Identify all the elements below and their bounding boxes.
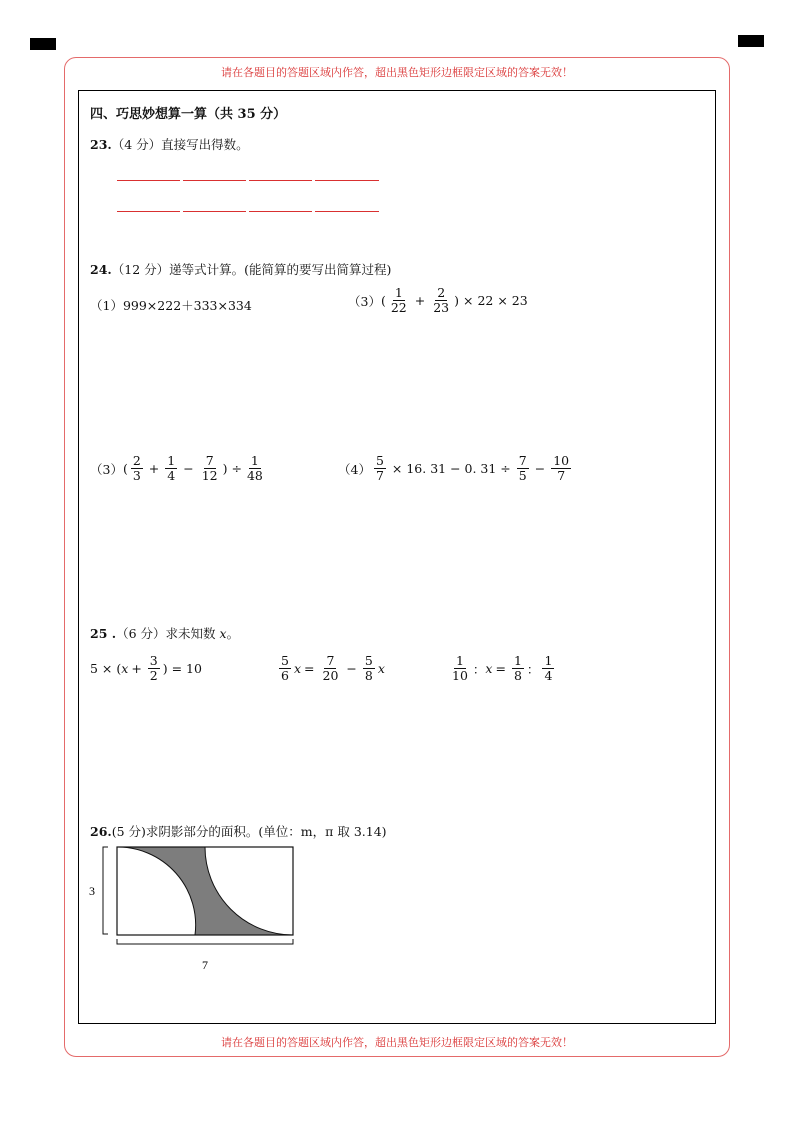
part-label: （4）	[338, 461, 371, 477]
variable: x	[377, 661, 385, 677]
q23-number: 23.	[90, 137, 112, 152]
part-label: （3）	[348, 293, 381, 309]
fraction: $\frac{10}{7}$	[553, 453, 570, 484]
q26-heading	[90, 822, 387, 840]
fraction: $\frac{1}{48}$	[246, 453, 263, 484]
fraction: $\frac{7}{12}$	[201, 453, 218, 484]
q25-heading	[90, 624, 239, 642]
q23-text: （4 分）直接写出得数。	[111, 137, 249, 152]
warning-bottom: 请在各题目的答题区域内作答，超出黑色矩形边框限定区域的答案无效！	[221, 1036, 573, 1049]
fraction: $\frac{2}{3}$	[132, 453, 141, 484]
warning-top: 请在各题目的答题区域内作答，超出黑色矩形边框限定区域的答案无效！	[221, 66, 573, 79]
fraction: $\frac{3}{2}$	[149, 653, 158, 684]
q25-equation1	[90, 654, 202, 684]
fraction: $\frac{1}{4}$	[167, 453, 176, 484]
fraction: $\frac{1}{4}$	[544, 653, 553, 684]
variable: x	[121, 661, 129, 677]
fraction: $\frac{2}{23}$	[433, 285, 450, 316]
operator: =	[495, 661, 506, 677]
q25-variable: x	[219, 626, 227, 641]
q24-text: （12 分）递等式计算。(能简算的要写出简算过程)	[111, 262, 392, 277]
q24-part2	[348, 286, 528, 316]
paren: (	[380, 293, 386, 309]
fraction: $\frac{5}{8}$	[364, 653, 373, 684]
q24-part1	[90, 294, 252, 316]
paren: ) ÷	[222, 461, 242, 477]
shaded-region	[117, 847, 293, 935]
expression: 999×222＋333×334	[122, 298, 252, 313]
corner-mark-left	[30, 38, 56, 50]
q24-part3	[90, 454, 268, 484]
dimension-width: 7	[202, 958, 208, 972]
q23-heading	[90, 135, 249, 153]
height-bracket	[103, 847, 108, 934]
operator: +	[414, 293, 426, 309]
part-label: （1）	[90, 298, 123, 313]
q25-equation2	[276, 654, 385, 684]
answer-blank[interactable]	[249, 180, 312, 181]
paren: (	[122, 461, 128, 477]
ratio-colon: ：	[472, 661, 486, 677]
q24-heading	[90, 260, 391, 278]
width-bracket	[117, 939, 293, 944]
operator: −	[346, 661, 357, 677]
fraction: $\frac{1}{10}$	[452, 653, 468, 684]
answer-blank[interactable]	[315, 211, 379, 212]
expression: ) = 10	[162, 661, 202, 677]
q26-text: (5 分)求阴影部分的面积。(单位：m，π 取 3.14)	[111, 824, 387, 839]
operator: +	[131, 661, 142, 677]
operator: −	[534, 461, 546, 477]
q24-number: 24.	[90, 262, 112, 277]
answer-blank[interactable]	[117, 211, 180, 212]
fraction: $\frac{1}{8}$	[513, 653, 522, 684]
operator: −	[183, 461, 194, 477]
fraction: $\frac{5}{6}$	[281, 653, 289, 684]
variable: x	[485, 661, 493, 677]
answer-blank[interactable]	[183, 180, 246, 181]
ratio-colon: ：	[526, 661, 540, 677]
shaded-area-figure	[84, 842, 304, 972]
section-title: 四、巧思妙想算一算（共 35 分）	[90, 107, 287, 122]
expression: 5 × (	[90, 661, 122, 677]
fraction: $\frac{7}{5}$	[518, 453, 527, 484]
corner-mark-right	[738, 35, 764, 47]
dimension-height: 3	[89, 884, 95, 898]
variable: x	[293, 661, 302, 677]
expression-middle: × 16. 31 − 0. 31 ÷	[391, 461, 511, 477]
operator: +	[148, 461, 160, 477]
answer-blank[interactable]	[117, 180, 180, 181]
q25-end: 。	[226, 626, 240, 641]
q24-part4	[338, 454, 574, 484]
operator: =	[304, 661, 315, 677]
q25-equation3	[447, 654, 557, 684]
part-label: （3）	[90, 461, 123, 477]
q26-number: 26.	[90, 824, 112, 839]
q25-text: （6 分）求未知数	[116, 626, 220, 641]
fraction: $\frac{1}{22}$	[390, 285, 407, 316]
fraction: $\frac{7}{20}$	[322, 653, 339, 684]
answer-blank[interactable]	[249, 211, 312, 212]
answer-blank[interactable]	[315, 180, 379, 181]
fraction: $\frac{5}{7}$	[375, 453, 384, 484]
expression-tail: ) × 22 × 23	[454, 293, 528, 309]
q25-number: 25 .	[90, 626, 117, 641]
answer-blank[interactable]	[183, 211, 246, 212]
